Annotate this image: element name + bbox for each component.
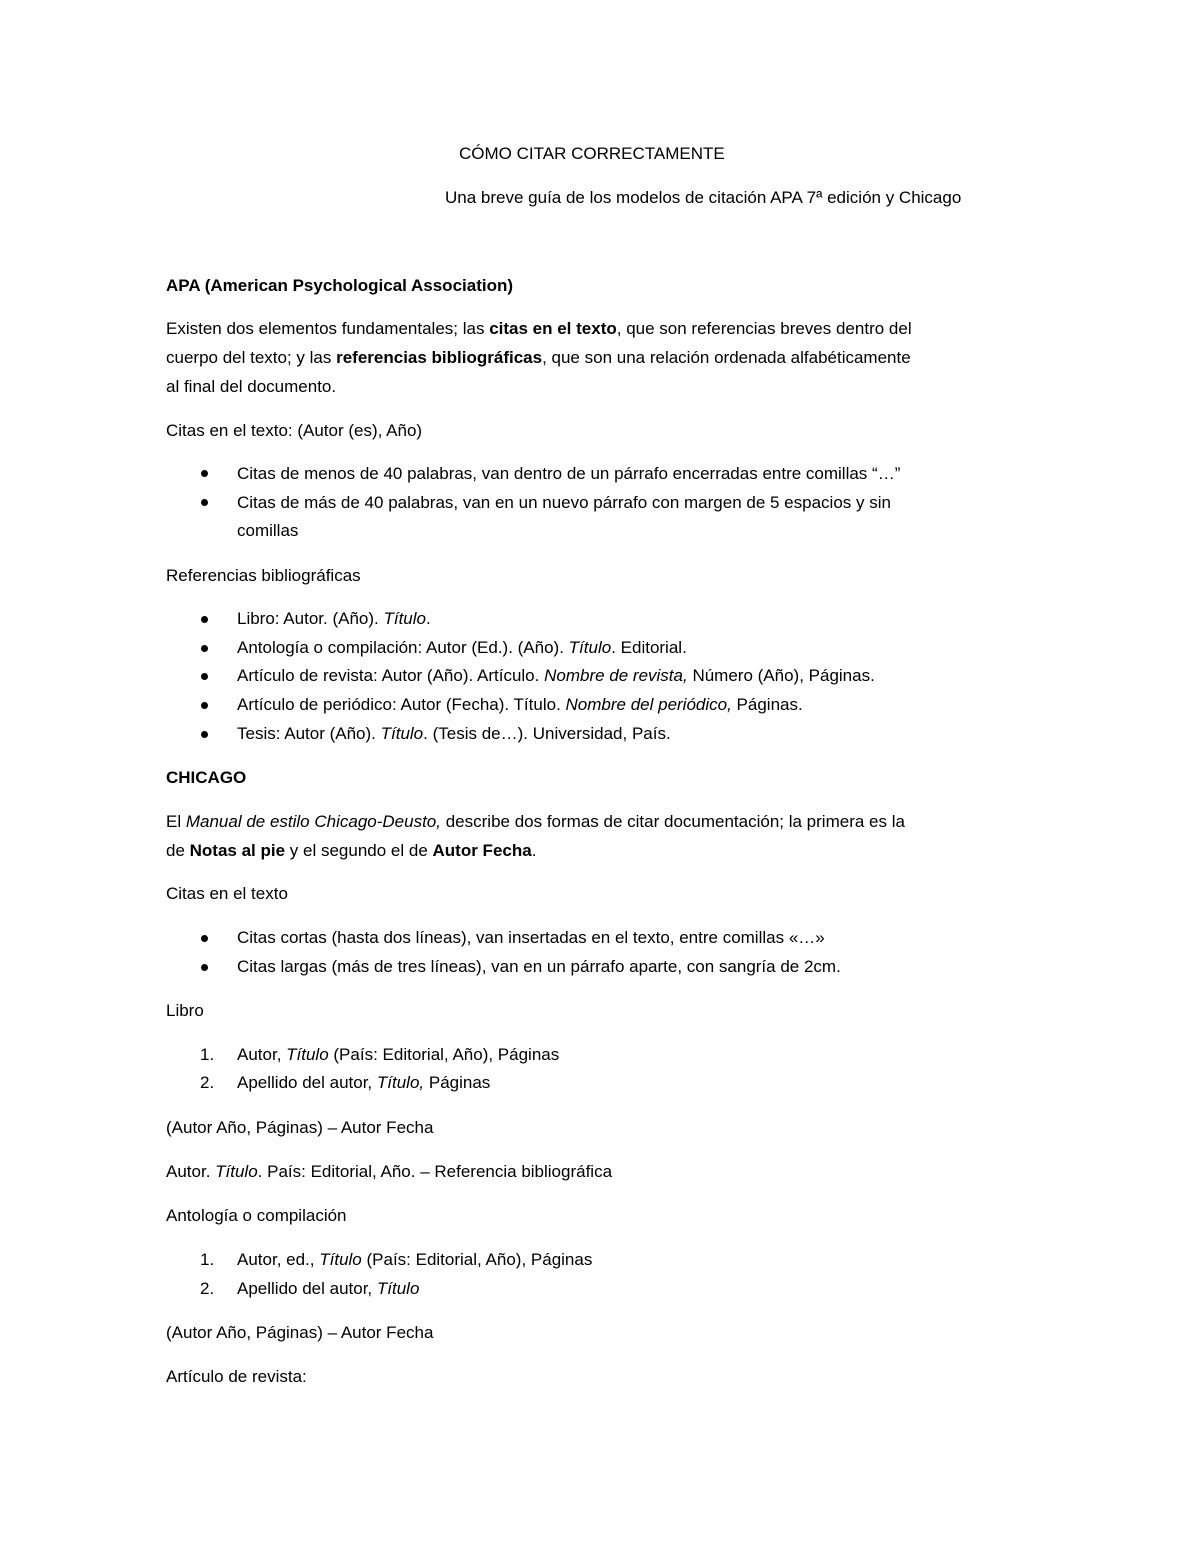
text-run: Artículo de periódico: Autor (Fecha). Título.	[237, 695, 566, 714]
list-item	[237, 665, 875, 687]
text-run: describe dos formas de citar documentación; la primera es la	[441, 812, 905, 831]
page-title: CÓMO CITAR CORRECTAMENTE	[459, 144, 725, 163]
italic-text: Título	[286, 1045, 329, 1064]
bullet-icon	[201, 499, 208, 506]
italic-text: Nombre de revista,	[544, 666, 688, 685]
antologia-label: Antología o compilación	[166, 1206, 347, 1225]
text-run: Artículo de revista: Autor (Año). Artículo.	[237, 666, 545, 685]
bullet-icon	[201, 470, 208, 477]
chicago-intro-line-2	[166, 840, 536, 862]
list-item	[237, 608, 431, 630]
bold-text: Notas al pie	[189, 841, 286, 860]
text-run: Tesis: Autor (Año).	[237, 724, 381, 743]
text-run: , que son referencias breves dentro del	[616, 319, 912, 338]
text-run: Apellido del autor,	[237, 1279, 377, 1298]
antologia-autor-fecha: (Autor Año, Páginas) – Autor Fecha	[166, 1323, 434, 1342]
text-run: . Editorial.	[611, 638, 687, 657]
libro-label: Libro	[166, 1001, 204, 1020]
bullet-icon	[201, 645, 208, 652]
list-item-continuation: comillas	[237, 521, 299, 540]
bold-text: citas en el texto	[489, 319, 617, 338]
text-run: Autor.	[166, 1162, 216, 1181]
text-run: .	[426, 609, 431, 628]
list-item	[237, 637, 687, 659]
list-item	[237, 1044, 559, 1066]
bullet-icon	[201, 935, 208, 942]
text-run: El	[166, 812, 186, 831]
text-run: Número (Año), Páginas.	[687, 666, 875, 685]
list-item	[237, 1249, 592, 1271]
text-run: Páginas.	[731, 695, 803, 714]
articulo-label: Artículo de revista:	[166, 1367, 307, 1386]
italic-text: Título	[568, 638, 612, 657]
list-item: Citas largas (más de tres líneas), van en un párrafo aparte, con sangría de 2cm.	[237, 957, 841, 976]
chicago-citas-label: Citas en el texto	[166, 884, 288, 903]
page-subtitle: Una breve guía de los modelos de citación APA 7ª edición y Chicago	[445, 188, 962, 207]
bold-text: referencias bibliográficas	[336, 348, 543, 367]
text-run: Autor, ed.,	[237, 1250, 320, 1269]
list-number: 2.	[200, 1073, 215, 1092]
apa-intro-line-2	[166, 347, 911, 369]
bullet-icon	[201, 673, 208, 680]
text-run: Apellido del autor,	[237, 1073, 377, 1092]
text-run: y el segundo el de	[285, 841, 433, 860]
apa-intro-line-3	[166, 376, 336, 398]
list-item	[237, 694, 803, 716]
list-item	[237, 1072, 490, 1094]
text-run: cuerpo del texto; y las	[166, 348, 337, 367]
text-run: . País: Editorial, Año. – Referencia bibliográfica	[257, 1162, 613, 1181]
text-run: , que son una relación ordenada alfabéticamente	[542, 348, 911, 367]
text-run: Existen dos elementos fundamentales; las	[166, 319, 490, 338]
text-run: Antología o compilación: Autor (Ed.). (Año).	[237, 638, 569, 657]
list-item	[237, 1278, 419, 1300]
italic-text: Nombre del periódico,	[565, 695, 732, 714]
text-run: Libro: Autor. (Año).	[237, 609, 384, 628]
text-run: Autor,	[237, 1045, 287, 1064]
list-item: Citas de menos de 40 palabras, van dentro de un párrafo encerradas entre comillas “…”	[237, 464, 901, 483]
list-item	[237, 723, 671, 745]
text-run: (País: Editorial, Año), Páginas	[361, 1250, 593, 1269]
list-item: Citas de más de 40 palabras, van en un nuevo párrafo con margen de 5 espacios y sin	[237, 493, 891, 512]
bullet-icon	[201, 702, 208, 709]
text-run: . (Tesis de…). Universidad, País.	[423, 724, 671, 743]
libro-referencia	[166, 1161, 612, 1183]
bullet-icon	[201, 731, 208, 738]
italic-text: Título	[380, 724, 424, 743]
apa-refs-label: Referencias bibliográficas	[166, 566, 361, 585]
list-number: 2.	[200, 1279, 215, 1298]
italic-text: Título,	[376, 1073, 425, 1092]
text-run: Páginas	[424, 1073, 491, 1092]
libro-autor-fecha: (Autor Año, Páginas) – Autor Fecha	[166, 1118, 434, 1137]
list-number: 1.	[200, 1045, 215, 1064]
chicago-intro-line-1	[166, 811, 905, 833]
italic-text: Manual de estilo Chicago-Deusto,	[185, 812, 441, 831]
text-run: de	[166, 841, 190, 860]
text-run: (País: Editorial, Año), Páginas	[328, 1045, 560, 1064]
bold-text: Autor Fecha	[432, 841, 532, 860]
italic-text: Título	[383, 609, 426, 628]
italic-text: Título	[319, 1250, 362, 1269]
chicago-heading: CHICAGO	[166, 768, 247, 787]
list-number: 1.	[200, 1250, 215, 1269]
italic-text: Título	[376, 1279, 420, 1298]
list-item: Citas cortas (hasta dos líneas), van insertadas en el texto, entre comillas «…»	[237, 928, 825, 947]
bullet-icon	[201, 964, 208, 971]
text-run: al final del documento.	[166, 377, 337, 396]
apa-heading: APA (American Psychological Association)	[166, 276, 514, 295]
italic-text: Título	[215, 1162, 258, 1181]
apa-intro-line-1	[166, 318, 912, 340]
apa-citas-label: Citas en el texto: (Autor (es), Año)	[166, 421, 423, 440]
bullet-icon	[201, 616, 208, 623]
text-run: .	[531, 841, 537, 860]
